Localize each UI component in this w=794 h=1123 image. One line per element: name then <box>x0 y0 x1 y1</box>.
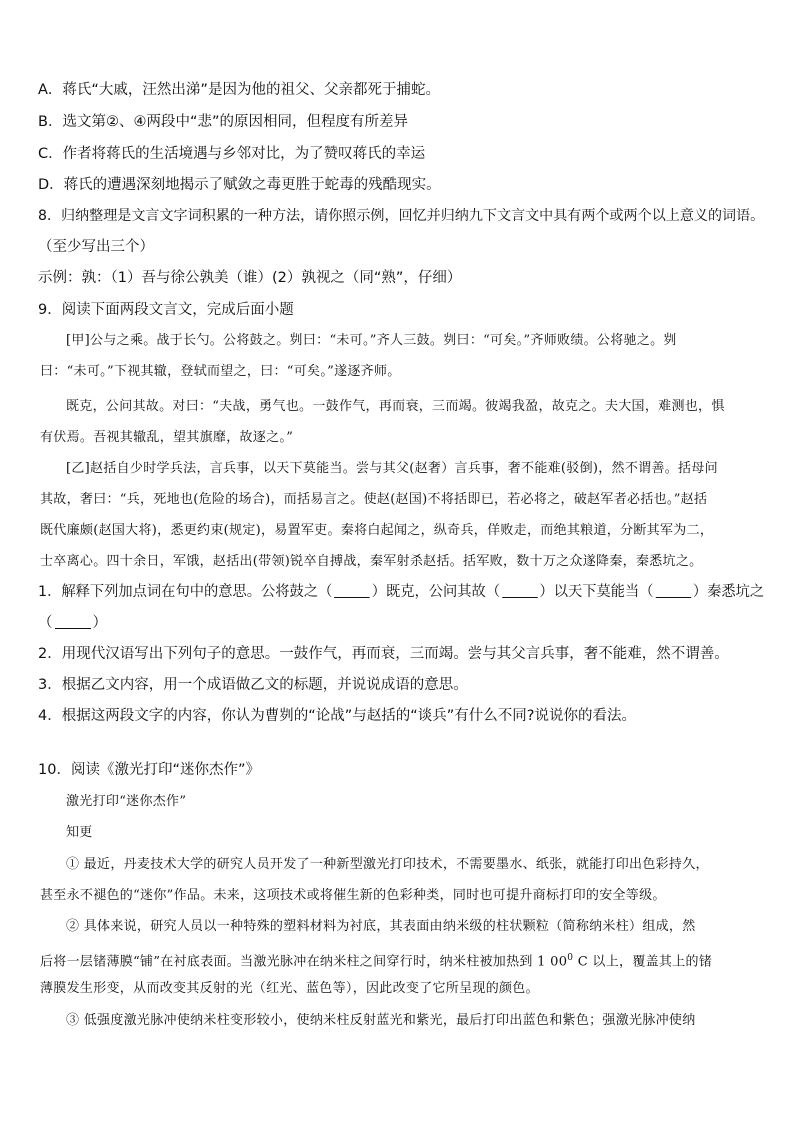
article-title: 激光打印“迷你杰作” <box>66 794 187 809</box>
article-paragraph-line: 薄膜发生形变，从而改变其反射的光（红光、蓝色等），因此改变了它所呈现的颜色。 <box>40 981 539 996</box>
sub1-text: （ <box>38 615 53 631</box>
question-9-sub3: 3．根据乙文内容，用一个成语做乙文的标题，并说说成语的意思。 <box>38 677 468 693</box>
question-9-sub4: 4．根据这两段文字的内容，你认为曹刿的“论战”与赵括的“谈兵”有什么不同?说说你的看法。 <box>38 708 636 724</box>
question-8-stem: 8．归纳整理是文言文字词积累的一种方法，请你照示例，回忆并归纳九下文言文中具有两个或两个以上意义的词语。 <box>38 208 765 224</box>
answer-blank[interactable] <box>334 583 369 598</box>
passage-jia-line: 曰：“未可。”下视其辙，登轼而望之，曰：“可矣。”遂逐齐师。 <box>40 364 401 379</box>
question-9-sub2: 2．用现代汉语写出下列句子的意思。一鼓作气，再而衰，三而竭。尝与其父言兵事，奢不能难，然不谓善。 <box>38 646 729 662</box>
passage-yi-line: 既代廉颇(赵国大将)，悉更约束(规定)，易置军吏。秦将白起闻之，纵奇兵，佯败走，而绝其粮道，分断其军为二， <box>40 523 714 538</box>
passage-yi-line: 士卒离心。四十余日，军饿，赵括出(带领)锐卒自搏战，秦军射杀赵括。括军败，数十万之众遂降秦，秦悉坑之。 <box>40 554 703 569</box>
option-d: D．蒋氏的遭遇深刻地揭示了赋敛之毒更胜于蛇毒的残酷现实。 <box>38 177 441 193</box>
sub1-text: 1．解释下列加点词在句中的意思。公将鼓之（ <box>38 584 333 600</box>
line-text: C 以上，覆盖其上的锗 <box>573 954 713 970</box>
article-author: 知更 <box>66 825 93 840</box>
superscript-zero: 0 <box>567 953 574 963</box>
article-paragraph-line: ① 最近，丹麦技术大学的研究人员开发了一种新型激光打印技术，不需要墨水、纸张，就能打印出色彩持久， <box>66 857 709 872</box>
question-9-sub1-cont <box>38 613 107 633</box>
option-a: A．蒋氏“大戚，汪然出涕”是因为他的祖父、父亲都死于捕蛇。 <box>38 82 440 98</box>
passage-jia-line: 有伏焉。吾视其辙乱，望其旗靡，故逐之。” <box>40 430 294 445</box>
question-9-sub1 <box>38 582 764 602</box>
passage-yi-line: [乙]赵括自少时学兵法，言兵事，以天下莫能当。尝与其父(赵奢）言兵事，奢不能难(驳倒)，然不谓善。括母问 <box>66 461 718 476</box>
article-paragraph-line <box>40 948 712 972</box>
answer-blank[interactable] <box>502 583 537 598</box>
sub1-text: ）秦悉坑之 <box>692 584 765 600</box>
passage-jia-line: [甲]公与之乘。战于长勺。公将鼓之。刿曰：“未可。”齐人三鼓。刿曰：“可矣。”齐师败绩。公将驰之。刿 <box>66 333 677 348</box>
article-paragraph-line: ② 具体来说，研究人员以一种特殊的塑料材料为衬底，其表面由纳米级的柱状颗粒（简称纳米柱）组成，然 <box>66 919 696 934</box>
option-c: C．作者将蒋氏的生活境遇与乡邻对比，为了赞叹蒋氏的幸运 <box>38 146 426 162</box>
line-text: 后将一层锗薄膜“铺”在衬底表面。当激光脉冲在纳米柱之间穿行时，纳米柱被加热到 1 00 <box>40 954 568 970</box>
option-b: B．选文第②、④两段中“悲”的原因相同，但程度有所差异 <box>38 114 408 130</box>
sub1-text: ）既克，公问其故（ <box>371 584 501 600</box>
sub1-text: ）以天下莫能当（ <box>539 584 654 600</box>
question-10-title: 10．阅读《激光打印“迷你杰作”》 <box>38 762 260 778</box>
passage-yi-line: 其故，奢曰：“兵，死地也(危险的场合)，而括易言之。使赵(赵国)不将括即已，若必将之，破赵军者必括也。”赵括 <box>40 492 708 507</box>
article-paragraph-line: ③ 低强度激光脉冲使纳米柱变形较小，使纳米柱反射蓝光和紫光，最后打印出蓝色和紫色；强激光脉冲使纳 <box>66 1013 696 1028</box>
question-9-title: 9．阅读下面两段文言文，完成后面小题 <box>38 302 294 318</box>
question-8-example: 示例：孰：（1）吾与徐公孰美（谁）(2）孰视之（同“熟”，仔细） <box>38 270 462 286</box>
article-paragraph-line: 甚至永不褪色的“迷你”作品。未来，这项技术或将催生新的色彩种类，同时也可提升商标打印的安全等级。 <box>40 888 666 903</box>
answer-blank[interactable] <box>656 583 691 598</box>
passage-jia-line: 既克，公问其故。对曰：“夫战，勇气也。一鼓作气，再而衰，三而竭。彼竭我盈，故克之。夫大国，难测也，惧 <box>66 399 725 414</box>
answer-blank[interactable] <box>55 614 91 629</box>
sub1-text: ） <box>92 615 107 631</box>
question-8-note: （至少写出三个） <box>38 239 154 255</box>
